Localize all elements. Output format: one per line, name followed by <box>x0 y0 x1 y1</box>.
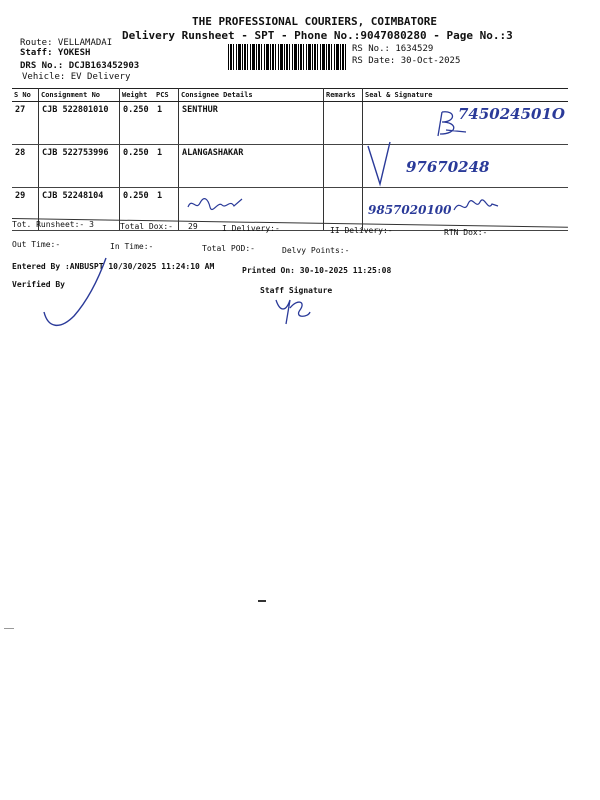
col-consignment: Consignment No <box>39 89 120 102</box>
cell-weight: 0.250 <box>120 188 155 231</box>
i-delivery: I Delivery:- <box>222 224 280 233</box>
staff-signature-label: Staff Signature <box>260 286 333 295</box>
total-pod: Total POD:- <box>202 244 255 253</box>
out-time: Out Time:- <box>12 240 61 249</box>
rs-date: RS Date: 30-Oct-2025 <box>352 56 461 66</box>
cell-pcs: 1 <box>154 188 179 231</box>
drs-number: DRS No.: DCJB163452903 <box>20 61 140 71</box>
delvy-points: Delvy Points:- <box>282 246 350 255</box>
stray-mark <box>4 628 14 629</box>
route-label: Route: VELLAMADAI <box>20 38 113 48</box>
signature-handwriting: 745024501O <box>458 105 565 123</box>
tot-runsheet: Tot. Runsheet:- 3 <box>12 220 94 229</box>
entered-by: Entered By :ANBUSPT 10/30/2025 11:24:10 AM <box>12 262 215 271</box>
runsheet-title: Delivery Runsheet - SPT - Phone No.:9047080280 - Page No.:3 <box>122 29 513 42</box>
signature-handwriting: 97670248 <box>406 158 490 176</box>
cell-weight: 0.250 <box>120 145 155 188</box>
printed-on: Printed On: 30-10-2025 11:25:08 <box>242 266 392 275</box>
tick-mark-row-28 <box>366 140 396 188</box>
col-consignee: Consignee Details <box>179 89 324 102</box>
cell-consignment: CJB 52248104 <box>39 188 120 231</box>
ii-delivery: II Delivery:- <box>330 226 393 235</box>
barcode <box>228 44 348 70</box>
table-header-row <box>12 89 568 102</box>
in-time: In Time:- <box>110 242 154 251</box>
company-title: THE PROFESSIONAL COURIERS, COIMBATORE <box>192 15 438 28</box>
cell-consignment: CJB 522801010 <box>39 102 120 145</box>
table-row <box>12 102 568 145</box>
verified-by-label: Verified By <box>12 280 65 289</box>
total-dox-value: 29 <box>188 222 198 231</box>
cell-weight: 0.250 <box>120 102 155 145</box>
verified-by-checkmark <box>40 256 110 332</box>
stray-mark <box>258 600 266 602</box>
cell-remarks <box>324 145 363 188</box>
total-dox-label: Total Dox:- <box>120 222 173 231</box>
cell-consignment: CJB 522753996 <box>39 145 120 188</box>
rtn-dox: RTN Dox:- <box>444 228 488 237</box>
cell-sno: 27 <box>12 102 39 145</box>
consignee-handwritten-signature <box>186 195 246 213</box>
col-remarks: Remarks <box>324 89 363 102</box>
staff-label: Staff: YOKESH <box>20 48 91 58</box>
cell-pcs: 1 <box>154 145 179 188</box>
table-row <box>12 145 568 188</box>
cell-remarks <box>324 102 363 145</box>
cell-sno: 29 <box>12 188 39 231</box>
rs-number: RS No.: 1634529 <box>352 44 434 54</box>
cell-pcs: 1 <box>154 102 179 145</box>
signature-scribble-row-27 <box>432 108 472 138</box>
col-signature: Seal & Signature <box>363 89 569 102</box>
col-pcs: PCS <box>154 89 179 102</box>
cell-consignee: ALANGASHAKAR <box>179 145 324 188</box>
col-weight: Weight <box>120 89 155 102</box>
col-sno: S No <box>12 89 39 102</box>
vehicle-label: Vehicle: EV Delivery <box>22 72 131 82</box>
staff-initials-signature <box>272 290 312 326</box>
signature-handwriting: 9857020100 <box>368 203 452 217</box>
signature-scribble-row-29 <box>452 196 500 216</box>
cell-consignee: SENTHUR <box>179 102 324 145</box>
cell-sno: 28 <box>12 145 39 188</box>
